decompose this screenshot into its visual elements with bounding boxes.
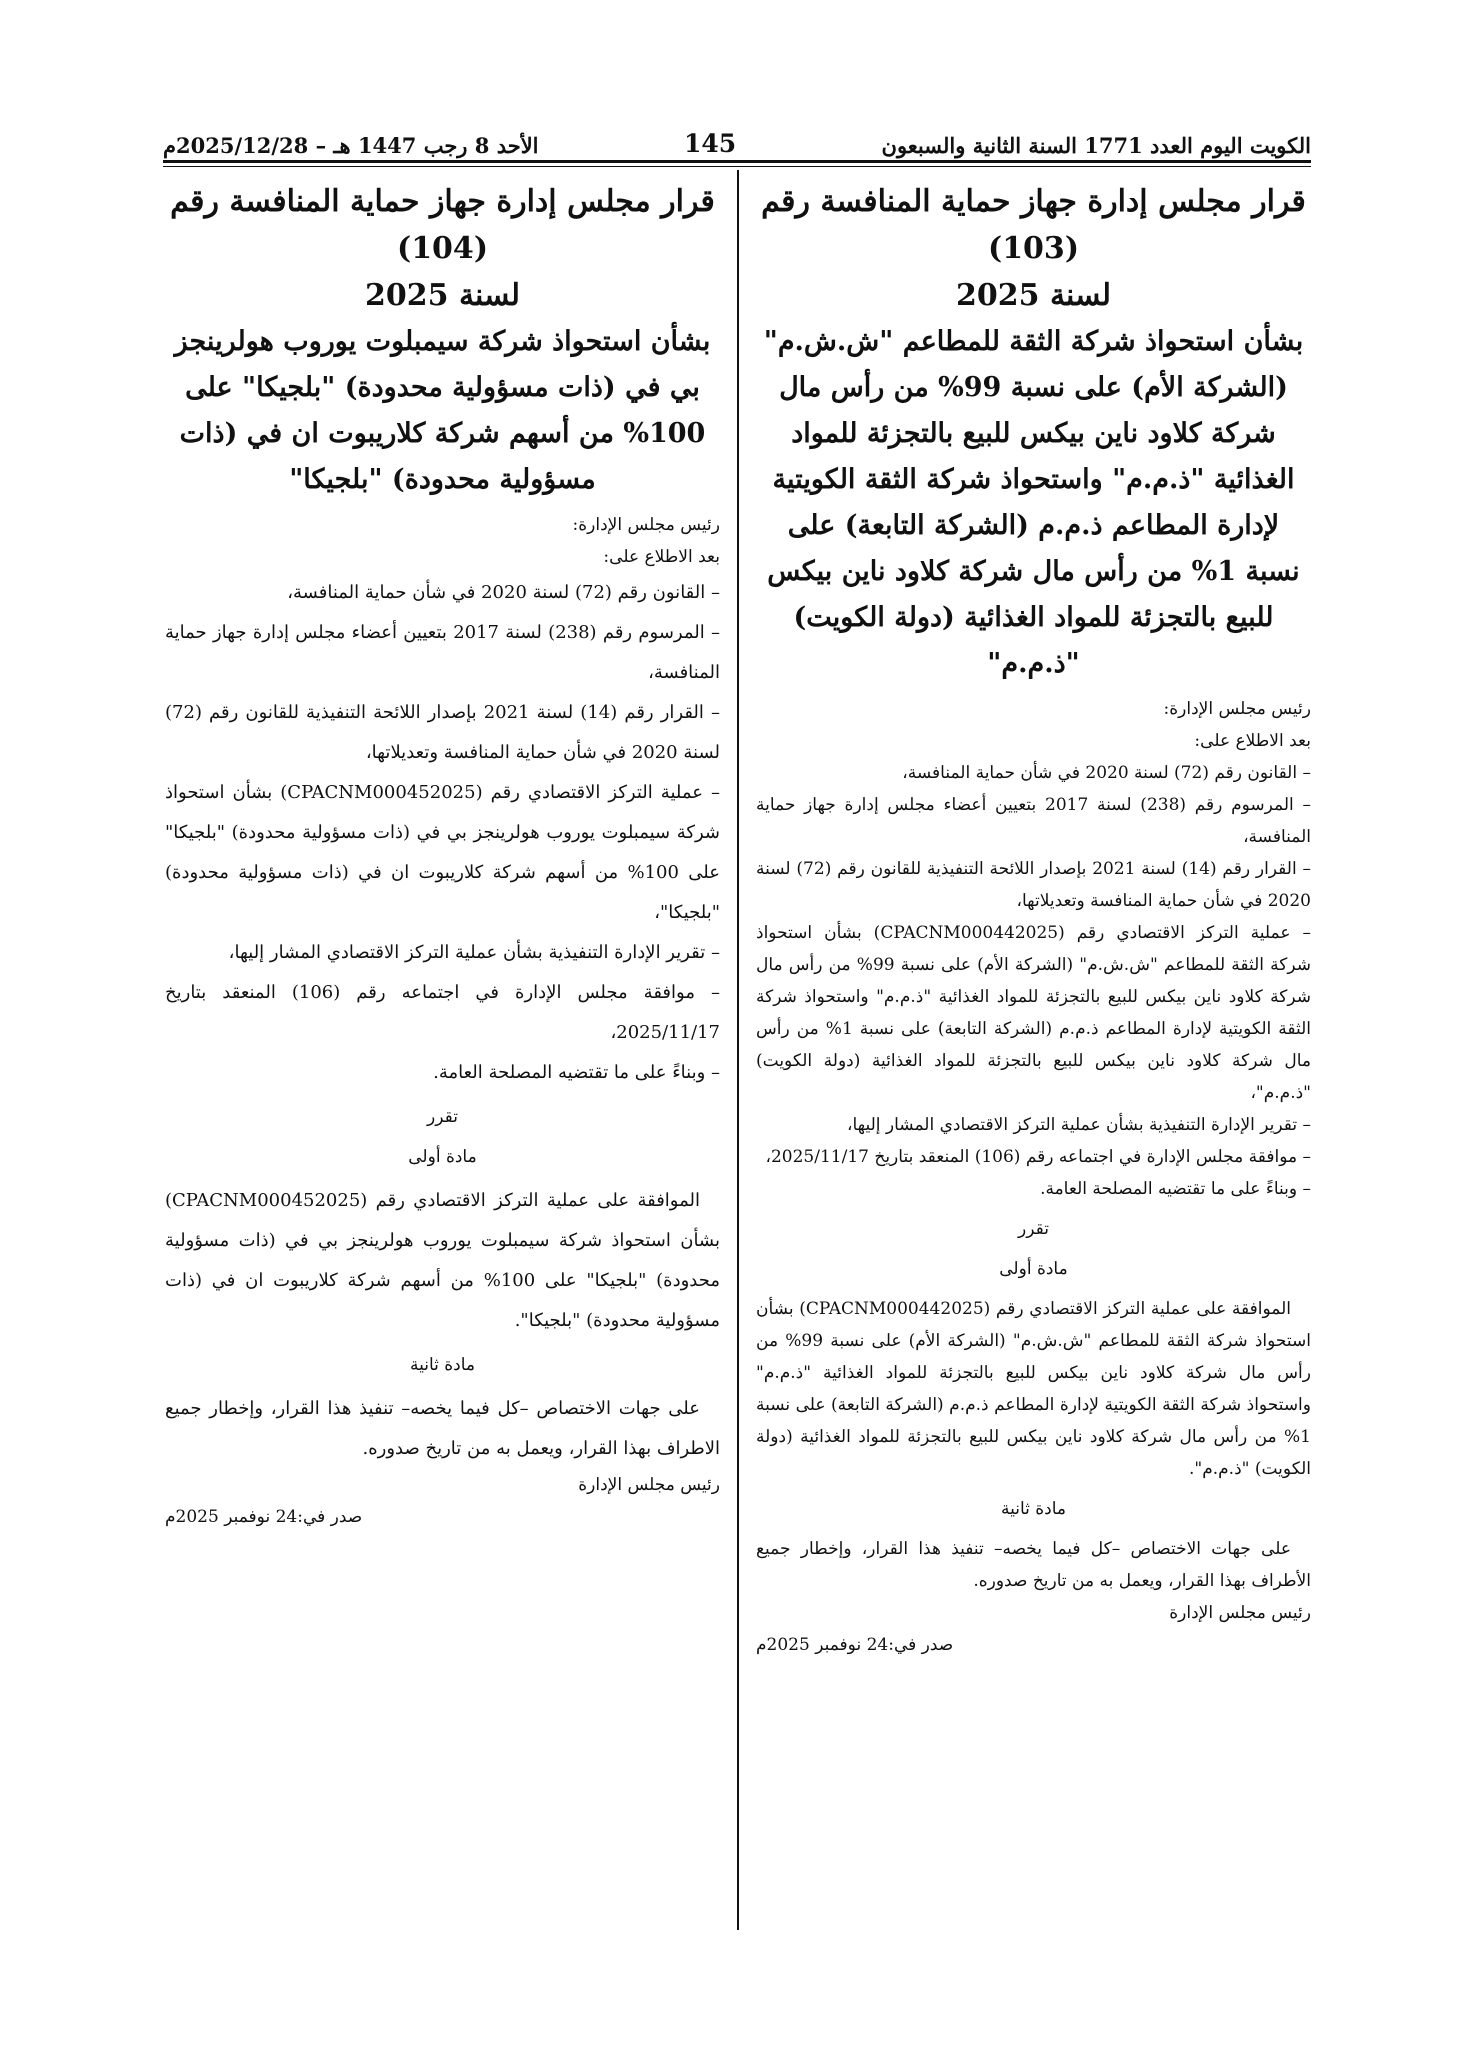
decision-104-item: – القرار رقم (14) لسنة 2021 بإصدار اللائحة التنفيذية للقانون رقم (72) لسنة 2020 في شأن حماية المنافسة وتعديلاتها، xyxy=(165,702,720,763)
decision-104-article1-text: الموافقة على عملية التركز الاقتصادي رقم (CPACNM000452025) بشأن استحواذ شركة سيمبلوت يوروب هولرينجز بي في (ذات مسؤولية محدودة) "بلجيكا" على 100% من أسهم شركة كلاريبوت ان في (ذات مسؤولية محدودة) "بلجيكا". xyxy=(165,1190,720,1331)
decision-103-article1-text: الموافقة على عملية التركز الاقتصادي رقم (CPACNM000442025) بشأن استحواذ شركة الثقة للمطاعم "ش.ش.م" (الشركة الأم) على نسبة 99% من رأس مال شركة كلاود ناين بيكس للبيع بالتجزئة للمواد الغذائية "ذ.م.م" واستحواذ شركة الثقة الكويتية لإدارة المطاعم ذ.م.م (الشركة التابعة) على نسبة 1% من رأس مال شركة كلاود ناين بيكس للبيع بالتجزئة للمواد الغذائية (دولة الكويت) "ذ.م.م". xyxy=(756,1299,1311,1479)
decision-104-subject: بشأن استحواذ شركة سيمبلوت يوروب هولرينجز بي في (ذات مسؤولية محدودة) "بلجيكا" على 100% من أسهم شركة كلاريبوت ان في (ذات مسؤولية محدودة) "بلجيكا" xyxy=(174,326,711,495)
decision-104-issued: صدر في:24 نوفمبر 2025م xyxy=(165,1507,363,1527)
decision-104-item: – عملية التركز الاقتصادي رقم (CPACNM000452025) بشأن استحواذ شركة سيمبلوت يوروب هولرينجز بي في (ذات مسؤولية محدودة) "بلجيكا" على 100% من أسهم شركة كلاريبوت ان في (ذات مسؤولية محدودة) "بلجيكا"، xyxy=(165,782,720,923)
decision-104-signature: رئيس مجلس الإدارة xyxy=(578,1475,720,1495)
decision-103-issued: صدر في:24 نوفمبر 2025م xyxy=(756,1635,954,1655)
column-divider xyxy=(737,170,739,1930)
decision-104-decides: تقرر xyxy=(427,1107,458,1127)
decision-104-column xyxy=(165,178,720,1938)
decision-103-chairman: رئيس مجلس الإدارة: xyxy=(1163,699,1311,719)
decision-103-item: – وبناءً على ما تقتضيه المصلحة العامة. xyxy=(1040,1179,1311,1199)
decision-103-after-review: بعد الاطلاع على: xyxy=(1194,731,1311,751)
decision-103-article1-title: مادة أولى xyxy=(999,1259,1068,1279)
header-rule-thick xyxy=(163,160,1311,163)
decision-103-title: قرار مجلس إدارة جهاز حماية المنافسة رقم (103) xyxy=(761,184,1306,266)
decision-104-after-review: بعد الاطلاع على: xyxy=(603,547,720,567)
header-rule-thin xyxy=(163,166,1311,167)
decision-103-item: – القانون رقم (72) لسنة 2020 في شأن حماية المنافسة، xyxy=(902,763,1311,783)
decision-104-article2-text: على جهات الاختصاص –كل فيما يخصه– تنفيذ هذا القرار، وإخطار جميع الاطراف بهذا القرار، ويعمل به من تاريخ صدوره. xyxy=(165,1398,720,1459)
decision-103-item: – القرار رقم (14) لسنة 2021 بإصدار اللائحة التنفيذية للقانون رقم (72) لسنة 2020 في شأن حماية المنافسة وتعديلاتها، xyxy=(756,859,1311,911)
decision-103-item: – موافقة مجلس الإدارة في اجتماعه رقم (106) المنعقد بتاريخ 2025/11/17، xyxy=(765,1147,1311,1167)
decision-103-article2-text: على جهات الاختصاص –كل فيما يخصه– تنفيذ هذا القرار، وإخطار جميع الأطراف بهذا القرار، ويعمل به من تاريخ صدوره. xyxy=(756,1539,1311,1591)
decision-103-item: – تقرير الإدارة التنفيذية بشأن عملية التركز الاقتصادي المشار إليها، xyxy=(846,1115,1311,1135)
decision-103-signature: رئيس مجلس الإدارة xyxy=(1169,1603,1311,1623)
decision-104-item: – موافقة مجلس الإدارة في اجتماعه رقم (106) المنعقد بتاريخ 2025/11/17، xyxy=(165,982,720,1043)
decision-104-year: لسنة 2025 xyxy=(365,278,520,313)
decision-104-article2-title: مادة ثانية xyxy=(409,1355,476,1375)
decision-103-item: – المرسوم رقم (238) لسنة 2017 بتعيين أعضاء مجلس إدارة جهاز حماية المنافسة، xyxy=(756,795,1311,847)
page-header xyxy=(163,118,1311,158)
page-number: 145 xyxy=(683,129,737,158)
decision-103-subject: بشأن استحواذ شركة الثقة للمطاعم "ش.ش.م" (الشركة الأم) على نسبة 99% من رأس مال شركة كلاود ناين بيكس للبيع بالتجزئة للمواد الغذائية "ذ.م.م" واستحواذ شركة الثقة الكويتية لإدارة المطاعم ذ.م.م (الشركة التابعة) على نسبة 1% من رأس مال شركة كلاود ناين بيكس للبيع بالتجزئة للمواد الغذائية (دولة الكويت) "ذ.م.م" xyxy=(763,326,1304,679)
decision-103-year: لسنة 2025 xyxy=(956,278,1111,313)
decision-104-title: قرار مجلس إدارة جهاز حماية المنافسة رقم (104) xyxy=(170,184,715,266)
decision-104-item: – وبناءً على ما تقتضيه المصلحة العامة. xyxy=(433,1062,720,1083)
header-issue-info: الكويت اليوم العدد 1771 السنة الثانية والسبعون xyxy=(881,133,1311,158)
decision-104-article1-title: مادة أولى xyxy=(408,1147,477,1167)
decision-103-column xyxy=(756,178,1311,1938)
decision-104-chairman: رئيس مجلس الإدارة: xyxy=(572,515,720,535)
decision-104-item: – المرسوم رقم (238) لسنة 2017 بتعيين أعضاء مجلس إدارة جهاز حماية المنافسة، xyxy=(165,622,720,683)
decision-103-decides: تقرر xyxy=(1018,1219,1049,1239)
decision-103-item: – عملية التركز الاقتصادي رقم (CPACNM000442025) بشأن استحواذ شركة الثقة للمطاعم "ش.ش.م" (الشركة الأم) على نسبة 99% من رأس مال شركة كلاود ناين بيكس للبيع بالتجزئة للمواد الغذائية "ذ.م.م" واستحواذ شركة الثقة الكويتية لإدارة المطاعم ذ.م.م (الشركة التابعة) على نسبة 1% من رأس مال شركة كلاود ناين بيكس للبيع بالتجزئة للمواد الغذائية (دولة الكويت) "ذ.م.م"، xyxy=(756,923,1311,1103)
decision-103-article2-title: مادة ثانية xyxy=(1000,1499,1067,1519)
decision-104-item: – القانون رقم (72) لسنة 2020 في شأن حماية المنافسة، xyxy=(287,582,720,603)
decision-104-item: – تقرير الإدارة التنفيذية بشأن عملية التركز الاقتصادي المشار إليها، xyxy=(228,942,720,963)
header-date: الأحد 8 رجب 1447 هـ – 2025/12/28م xyxy=(163,133,539,158)
